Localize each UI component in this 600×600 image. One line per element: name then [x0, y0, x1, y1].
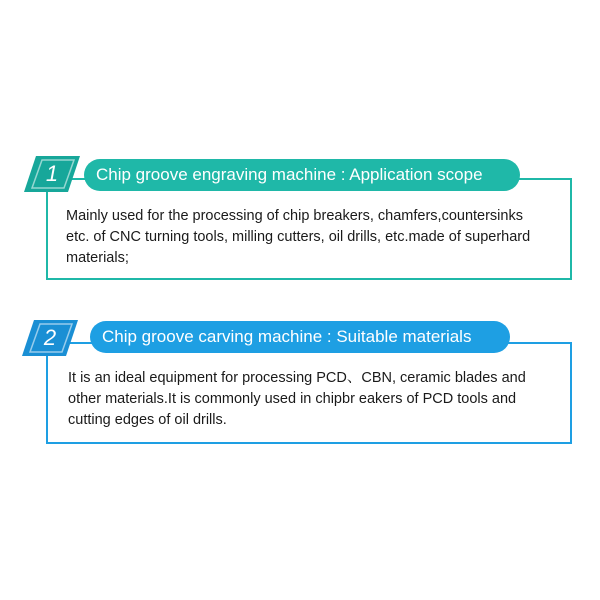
section-2-title-pill: [90, 321, 510, 353]
section-2-body: It is an ideal equipment for processing PCD、CBN, ceramic blades and other materials.It is commonly used in chipbr eakers of PCD tools and cutting edges of oil drills.: [68, 370, 526, 428]
section-1-number: 1: [45, 161, 59, 186]
section-1-title-pill: [84, 159, 520, 191]
section-1-box: [46, 178, 572, 280]
section-1-title: Chip groove engraving machine : Application scope: [96, 165, 483, 184]
section-2-title: Chip groove carving machine : Suitable materials: [102, 327, 472, 346]
diamond-number-badge-icon: [20, 318, 80, 358]
section-2-box: [46, 342, 572, 444]
diamond-number-badge-icon: [22, 154, 82, 194]
section-application-scope: [0, 154, 600, 284]
section-2-number: 2: [43, 325, 57, 350]
section-1-body: Mainly used for the processing of chip breakers, chamfers,countersinks etc. of CNC turning tools, milling cutters, oil drills, etc.made of superhard materials;: [66, 208, 531, 266]
section-suitable-materials: [0, 316, 600, 446]
